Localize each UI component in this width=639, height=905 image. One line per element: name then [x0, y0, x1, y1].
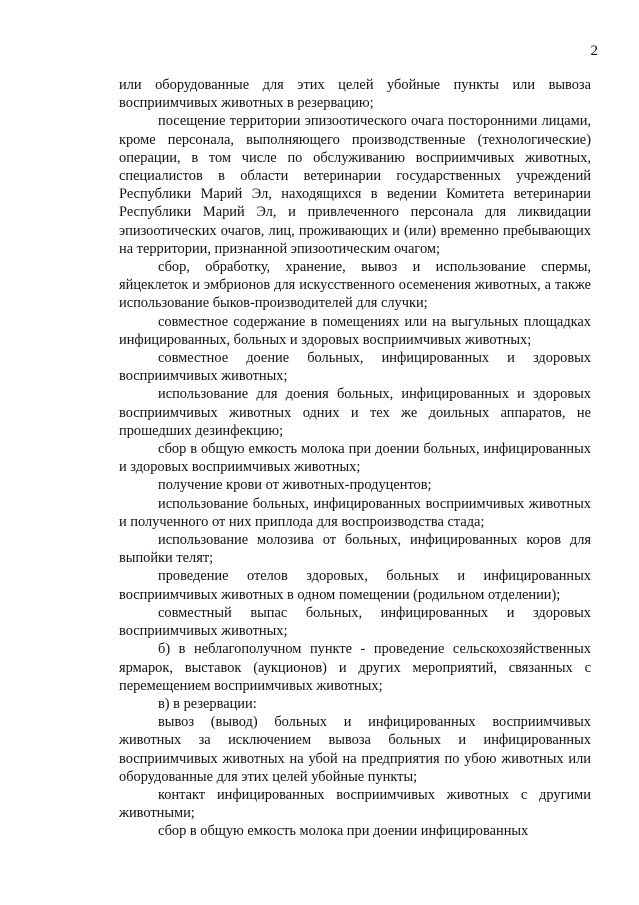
paragraph-continuation: или оборудованные для этих целей убойные пункты или вывоза восприимчивых животных в резервацию; [119, 77, 591, 112]
document-body [119, 76, 591, 841]
paragraph-joint-grazing: совместный выпас больных, инфицированных и здоровых восприимчивых животных; [119, 604, 591, 640]
paragraph-blood-collection: получение крови от животных-продуцентов; [158, 477, 432, 494]
paragraph-sperm-collection: сбор, обработку, хранение, вывоз и использование спермы, яйцеклеток и эмбрионов для искусственного осеменения животных, а также использование быков-производителей для случки; [119, 259, 591, 312]
paragraph-item-b-fairs: б) в неблагополучном пункте - проведение сельскохозяйственных ярмарок, выставок (аукционов) и других мероприятий, связанных с перемещением восприимчивых животных; [119, 641, 591, 694]
page-number: 2 [590, 43, 598, 59]
paragraph-joint-keeping: совместное содержание в помещениях или на выгульных площадках инфицированных, больных и здоровых восприимчивых животных; [119, 313, 591, 348]
paragraph-milking-equipment: использование для доения больных, инфицированных и здоровых восприимчивых животных одних и тех же доильных аппаратов, не прошедших дезинфекцию; [119, 386, 591, 439]
paragraph-joint-milking: совместное доение больных, инфицированных и здоровых восприимчивых животных; [119, 350, 591, 385]
paragraph-milk-collection-reservation: сбор в общую емкость молока при доении инфицированных [158, 823, 529, 840]
paragraph-milk-collection: сбор в общую емкость молока при доении больных, инфицированных и здоровых восприимчивых животных; [119, 441, 591, 476]
paragraph-visit-restriction: посещение территории эпизоотического очага посторонними лицами, кроме персонала, выполняющего производственные (технологические) операции, в том числе по обслуживанию восприимчивых животных, специалистов в области ветеринарии государственных учреждений Республики Марий Эл, находящихся в ведении Комитета ветеринарии Республики Марий Эл, и привлеченного персонала для ликвидации эпизоотических очагов, лиц, проживающих и (или) временно пребывающих на территории, признанной эпизоотическим очагом; [119, 113, 591, 257]
paragraph-calving: проведение отелов здоровых, больных и инфицированных восприимчивых животных в одном помещении (родильном отделении); [119, 568, 591, 603]
paragraph-reproduction-use: использование больных, инфицированных восприимчивых животных и полученного от них приплода для воспроизводства стада; [119, 495, 591, 530]
paragraph-colostrum-use: использование молозива от больных, инфицированных коров для выпойки телят; [119, 532, 591, 567]
paragraph-animal-removal: вывоз (вывод) больных и инфицированных восприимчивых животных за исключением вывоза больных и инфицированных восприимчивых животных на убой на предприятия по убою животных или оборудованные для этих целей убойные пункты; [119, 714, 591, 785]
paragraph-animal-contact: контакт инфицированных восприимчивых животных с другими животными; [119, 786, 591, 822]
paragraph-item-v-heading: в) в резервации: [158, 695, 257, 712]
